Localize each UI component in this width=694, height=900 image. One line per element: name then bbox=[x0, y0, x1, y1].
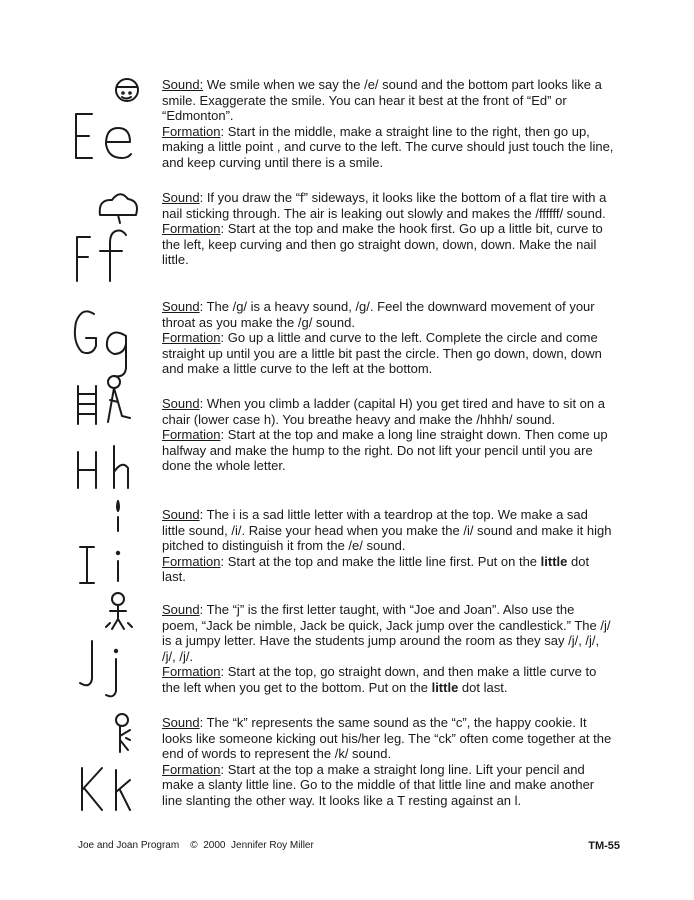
entry-h bbox=[162, 396, 614, 474]
sound-text: : When you climb a ladder (capital H) you get tired and have to sit on a chair (lower case h). You breathe heavy and make the /hhhh/ sound. bbox=[162, 396, 605, 427]
formation-label: Formation bbox=[162, 123, 221, 139]
formation-text: : Start at the top a make a straight long line. Lift your pencil and make a slanty little line. Go to the middle of that little line and make another line slanting the other way. It looks like a T resting against an l. bbox=[162, 761, 595, 808]
formation-text: : Start in the middle, make a straight line to the right, then go up, making a little point , and curve to the left. The curve should just touch the line, and keep curving until there is a smile. bbox=[162, 123, 614, 170]
formation-emphasis: little bbox=[431, 679, 459, 695]
formation-paragraph bbox=[162, 762, 614, 809]
formation-text: : Start at the top and make a long line straight down. Then come up halfway and make the hump to the right. Do not lift your pencil until you are done the whole letter. bbox=[162, 427, 608, 473]
entry-k bbox=[162, 715, 614, 808]
formation-paragraph bbox=[162, 554, 614, 585]
sound-paragraph bbox=[162, 77, 614, 124]
formation-label: Formation bbox=[162, 221, 221, 236]
letter-k-illustration bbox=[70, 710, 145, 820]
formation-tail: dot last. bbox=[458, 679, 508, 695]
formation-paragraph bbox=[162, 124, 614, 171]
footer-credit: Joe and Joan Program © 2000 Jennifer Roy Miller bbox=[78, 840, 314, 851]
entry-i bbox=[162, 507, 614, 585]
formation-paragraph bbox=[162, 664, 614, 695]
entry-g bbox=[162, 299, 614, 377]
sound-paragraph bbox=[162, 602, 614, 664]
sound-paragraph bbox=[162, 715, 614, 762]
letter-f-illustration bbox=[70, 185, 145, 285]
formation-label: Formation bbox=[162, 330, 221, 345]
formation-text: : Go up a little and curve to the left. Complete the circle and come straight up until you are a little bit past the circle. Then go down, down, down and make a little curve to the left at the bottom. bbox=[162, 330, 602, 376]
formation-label: Formation bbox=[162, 664, 221, 679]
sound-paragraph bbox=[162, 507, 614, 554]
sound-text: : The “k” represents the same sound as the “c”, the happy cookie. It looks like someone kicking out his/her leg. The “ck” often come together at the end of words to represent the /k/ sound. bbox=[162, 715, 612, 761]
letter-h-illustration bbox=[70, 372, 145, 497]
sound-label: Sound bbox=[162, 190, 200, 205]
formation-label: Formation bbox=[162, 553, 221, 569]
formation-text: : Start at the top, go straight down, and then make a little curve to the left when you get to the bottom. Put on the bbox=[162, 664, 597, 695]
formation-text: : Start at the top and make the little line first. Put on the bbox=[220, 553, 541, 569]
sound-paragraph bbox=[162, 299, 614, 330]
letter-j-illustration bbox=[70, 587, 145, 707]
sound-text: We smile when we say the /e/ sound and the bottom part looks like a smile. Exaggerate the smile. You can hear it best at the front of “Ed” or “Edmonton”. bbox=[162, 77, 602, 123]
entry-e bbox=[162, 77, 614, 170]
entry-j bbox=[162, 602, 614, 695]
formation-text: : Start at the top and make the hook first. Go up a little bit, curve to the left, keep curving and then go straight down, down, down. Make the nail little. bbox=[162, 221, 603, 267]
formation-paragraph bbox=[162, 427, 614, 474]
formation-label: Formation bbox=[162, 427, 221, 442]
letter-e-illustration bbox=[70, 72, 145, 172]
sound-label: Sound bbox=[162, 507, 200, 522]
sound-label: Sound bbox=[162, 715, 200, 730]
sound-label: Sound bbox=[162, 299, 200, 314]
formation-paragraph bbox=[162, 221, 614, 268]
formation-emphasis: little bbox=[540, 553, 568, 569]
sound-label: Sound: bbox=[162, 77, 204, 92]
formation-label: Formation bbox=[162, 761, 221, 777]
formation-paragraph bbox=[162, 330, 614, 377]
sound-text: : The /g/ is a heavy sound, /g/. Feel the downward movement of your throat as you make the /g/ sound. bbox=[162, 299, 595, 330]
entry-f bbox=[162, 190, 614, 268]
sound-text: : The i is a sad little letter with a teardrop at the top. We make a sad little sound, /i/. Raise your head when you make the /i/ sound and make it high pitched to distinguish it from the /e/ sound. bbox=[162, 507, 612, 553]
letter-i-illustration bbox=[70, 497, 145, 597]
sound-paragraph bbox=[162, 396, 614, 427]
sound-paragraph bbox=[162, 190, 614, 221]
sound-label: Sound bbox=[162, 396, 200, 411]
sound-label: Sound bbox=[162, 602, 200, 617]
sound-text: : The “j” is the first letter taught, with “Joe and Joan”. Also use the poem, “Jack be nimble, Jack be quick, Jack jump over the candlestick.” The /j/ is a jumpy letter. Have the students jump around the room as they say /j/, /j/, /j/, /j/. bbox=[162, 602, 611, 664]
formation-tail: dot last. bbox=[162, 553, 590, 584]
page-number: TM-55 bbox=[588, 840, 620, 852]
sound-text: : If you draw the “f” sideways, it looks like the bottom of a flat tire with a nail sticking through. The air is leaking out slowly and makes the /ffffff/ sound. bbox=[162, 190, 607, 221]
